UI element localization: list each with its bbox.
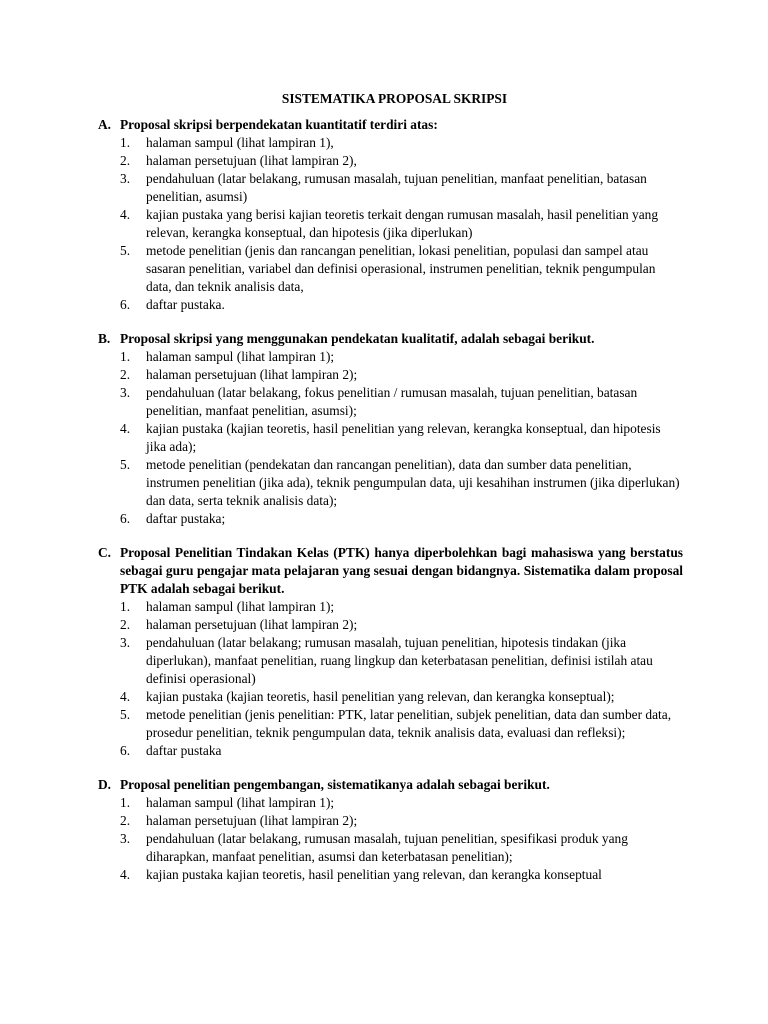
section-b — [98, 330, 683, 528]
list-item-text: kajian pustaka (kajian teoretis, hasil penelitian yang relevan, kerangka konseptual, dan hipotesis jika ada); — [146, 421, 661, 454]
list-item-text: daftar pustaka — [146, 743, 222, 758]
document-title: SISTEMATIKA PROPOSAL SKRIPSI — [281, 91, 508, 106]
list-item — [98, 206, 683, 242]
list-item-number: 4. — [120, 207, 131, 222]
list-item-number: 3. — [120, 385, 131, 400]
list-item-text: pendahuluan (latar belakang, fokus penelitian / rumusan masalah, tujuan penelitian, batasan penelitian, manfaat penelitian, asumsi); — [146, 385, 638, 418]
section-c — [98, 544, 683, 760]
section-b-list — [98, 348, 683, 528]
list-item — [98, 134, 683, 152]
list-item-text: halaman persetujuan (lihat lampiran 2); — [146, 367, 358, 382]
list-item-text: metode penelitian (jenis penelitian: PTK, latar penelitian, subjek penelitian, data dan sumber data, prosedur penelitian, teknik pengumpulan data, teknik analisis data, evaluasi dan refleksi); — [146, 707, 672, 740]
list-item-number: 1. — [120, 795, 131, 810]
list-item-number: 5. — [120, 707, 131, 722]
section-heading-text: Proposal penelitian pengembangan, sistematikanya adalah sebagai berikut. — [120, 777, 550, 792]
list-item — [98, 420, 683, 456]
list-item — [98, 634, 683, 688]
list-item-text: halaman persetujuan (lihat lampiran 2); — [146, 813, 358, 828]
list-item — [98, 510, 683, 528]
list-item-number: 1. — [120, 599, 131, 614]
list-item — [98, 616, 683, 634]
list-item — [98, 706, 683, 742]
section-d-list — [98, 794, 683, 884]
list-item-text: pendahuluan (latar belakang, rumusan masalah, tujuan penelitian, manfaat penelitian, batasan penelitian, asumsi) — [146, 171, 647, 204]
section-heading-text: Proposal Penelitian Tindakan Kelas (PTK) hanya diperbolehkan bagi mahasiswa yang berstatus sebagai guru pengajar mata pelajaran yang sesuai dengan bidangnya. Sistematika dalam proposal PTK adalah sebagai berikut. — [120, 545, 683, 596]
list-item-number: 6. — [120, 743, 131, 758]
list-item-text: halaman sampul (lihat lampiran 1); — [146, 349, 335, 364]
list-item-number: 5. — [120, 243, 131, 258]
list-item-text: halaman persetujuan (lihat lampiran 2), — [146, 153, 357, 168]
section-heading-text: Proposal skripsi berpendekatan kuantitatif terdiri atas: — [120, 117, 438, 132]
list-item — [98, 688, 683, 706]
list-item-text: kajian pustaka kajian teoretis, hasil penelitian yang relevan, dan kerangka konseptual — [146, 867, 602, 882]
list-item — [98, 348, 683, 366]
list-item-number: 2. — [120, 813, 131, 828]
list-item-number: 4. — [120, 421, 131, 436]
list-item-text: kajian pustaka (kajian teoretis, hasil penelitian yang relevan, dan kerangka konseptual); — [146, 689, 615, 704]
list-item-number: 2. — [120, 367, 131, 382]
section-heading — [98, 544, 683, 598]
list-item — [98, 170, 683, 206]
list-item-text: daftar pustaka. — [146, 297, 225, 312]
list-item — [98, 296, 683, 314]
section-c-list — [98, 598, 683, 760]
list-item-number: 1. — [120, 349, 131, 364]
list-item — [98, 242, 683, 296]
list-item-number: 1. — [120, 135, 131, 150]
list-item — [98, 384, 683, 420]
list-item — [98, 742, 683, 760]
list-item-text: kajian pustaka yang berisi kajian teoretis terkait dengan rumusan masalah, hasil penelitian yang relevan, kerangka konseptual, dan hipotesis (jika diperlukan) — [146, 207, 659, 240]
list-item-number: 4. — [120, 689, 131, 704]
list-item — [98, 812, 683, 830]
list-item-text: pendahuluan (latar belakang; rumusan masalah, tujuan penelitian, hipotesis tindakan (jika diperlukan), manfaat penelitian, ruang lingkup dan keterbatasan penelitian, definisi istilah atau definisi operasional) — [146, 635, 653, 686]
list-item — [98, 794, 683, 812]
list-item-number: 3. — [120, 635, 131, 650]
list-item — [98, 366, 683, 384]
list-item-text: metode penelitian (pendekatan dan rancangan penelitian), data dan sumber data penelitian, instrumen penelitian (jika ada), teknik pengumpulan data, uji kesahihan instrumen (jika diperlukan) dan data, serta teknik analisis data); — [146, 457, 680, 508]
list-item-number: 3. — [120, 831, 131, 846]
section-letter: D. — [98, 777, 112, 792]
list-item — [98, 598, 683, 616]
list-item-text: daftar pustaka; — [146, 511, 226, 526]
section-heading — [98, 330, 683, 348]
section-a-list — [98, 134, 683, 314]
section-letter: C. — [98, 545, 112, 560]
section-heading — [98, 776, 683, 794]
section-letter: A. — [98, 117, 112, 132]
list-item — [98, 866, 683, 884]
list-item-text: halaman sampul (lihat lampiran 1); — [146, 795, 335, 810]
section-heading — [98, 116, 683, 134]
list-item-text: halaman persetujuan (lihat lampiran 2); — [146, 617, 358, 632]
section-heading-text: Proposal skripsi yang menggunakan pendekatan kualitatif, adalah sebagai berikut. — [120, 331, 595, 346]
list-item — [98, 456, 683, 510]
list-item-text: pendahuluan (latar belakang, rumusan masalah, tujuan penelitian, spesifikasi produk yang diharapkan, manfaat penelitian, asumsi dan keterbatasan penelitian); — [146, 831, 628, 864]
section-a — [98, 116, 683, 314]
list-item-number: 6. — [120, 511, 131, 526]
list-item-number: 4. — [120, 867, 131, 882]
section-d — [98, 776, 683, 884]
list-item-text: halaman sampul (lihat lampiran 1); — [146, 599, 335, 614]
list-item — [98, 152, 683, 170]
list-item-text: metode penelitian (jenis dan rancangan penelitian, lokasi penelitian, populasi dan sampel atau sasaran penelitian, variabel dan definisi operasional, instrumen penelitian, teknik pengumpulan data, dan teknik analisis data, — [146, 243, 656, 294]
list-item-number: 2. — [120, 617, 131, 632]
list-item-number: 5. — [120, 457, 131, 472]
list-item-number: 6. — [120, 297, 131, 312]
section-letter: B. — [98, 331, 111, 346]
list-item — [98, 830, 683, 866]
list-item-number: 3. — [120, 171, 131, 186]
list-item-text: halaman sampul (lihat lampiran 1), — [146, 135, 334, 150]
list-item-number: 2. — [120, 153, 131, 168]
